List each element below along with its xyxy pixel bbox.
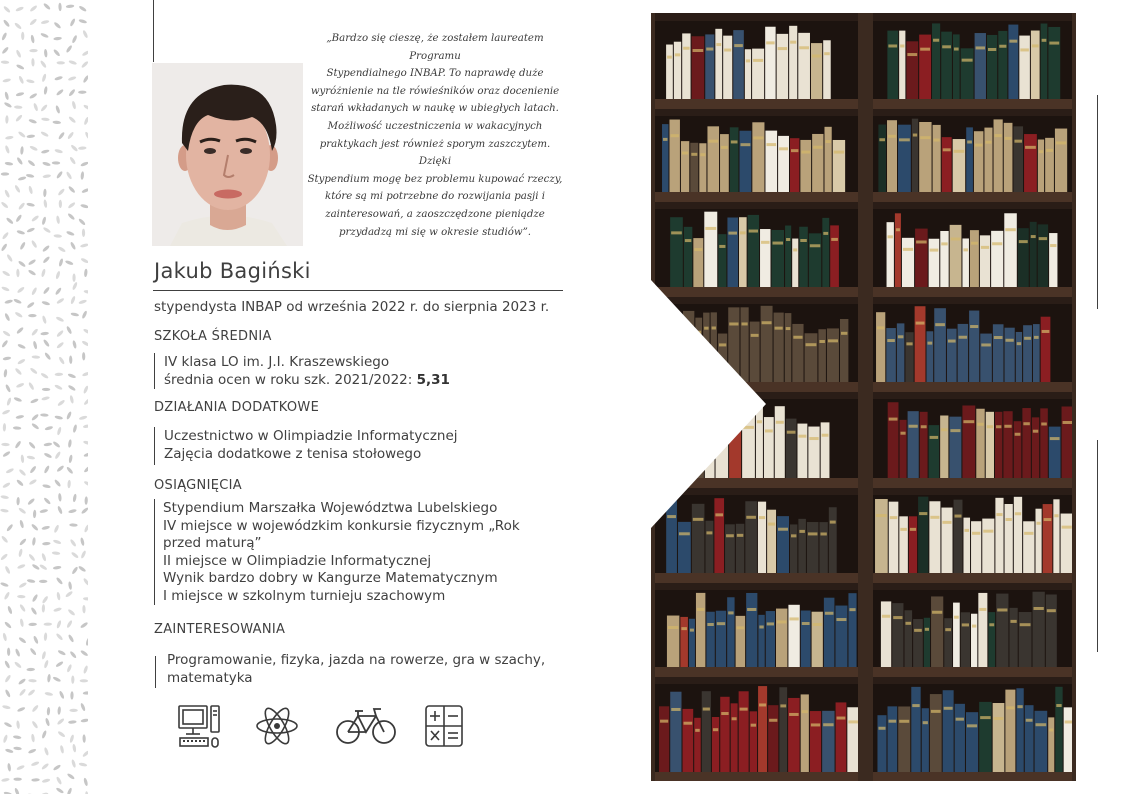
calculator-icon — [424, 704, 464, 748]
section-title-activities: DZIAŁANIA DODATKOWE — [154, 400, 320, 415]
quote-line: Możliwość uczestniczenia w wakacyjnych — [327, 120, 543, 132]
quote-line: „Bardzo się cieszę, że zostałem laureatem Programu — [326, 33, 544, 62]
list-item: II miejsce w Olimpiadzie Informatycznej — [163, 552, 432, 569]
quote-line: które są mi potrzebne do rozwijania pasji i — [325, 191, 545, 203]
school-details — [164, 354, 450, 389]
list-item: matematyka — [167, 669, 253, 686]
name-underline — [153, 290, 563, 291]
quote-line: Stypendialnego INBAP. To naprawdę duże — [326, 68, 544, 80]
arrow-notch-shape — [651, 280, 766, 528]
activities-list — [164, 428, 458, 463]
list-item: Wynik bardzo dobry w Kangurze Matematycznym — [163, 570, 498, 586]
top-accent-line — [153, 0, 154, 62]
section-bar — [154, 499, 155, 605]
atom-icon — [255, 704, 299, 748]
list-item: IV miejsce w wojewódzkim konkursie fizycznym „Rok — [163, 517, 520, 534]
list-item: Zajęcia dodatkowe z tenisa stołowego — [164, 445, 422, 462]
testimonial-quote — [304, 30, 566, 241]
section-bar — [154, 353, 155, 389]
scholarship-period: stypendysta INBAP od września 2022 r. do sierpnia 2023 r. — [154, 299, 550, 315]
interests-list — [167, 652, 545, 687]
quote-line: wyróżnienie na tle rówieśników oraz docenienie — [310, 85, 560, 97]
section-title-school: SZKOŁA ŚREDNIA — [154, 329, 272, 344]
grade-average-value: 5,31 — [416, 371, 450, 388]
computer-icon — [177, 704, 221, 748]
section-bar — [155, 656, 156, 688]
section-title-interests: ZAINTERESOWANIA — [154, 622, 286, 637]
list-item: Programowanie, fizyka, jazda na rowerze, gra w szachy, — [167, 652, 546, 668]
list-item: Stypendium Marszałka Województwa Lubelskiego — [163, 500, 498, 516]
right-accent-line — [1097, 440, 1098, 652]
right-accent-line — [1097, 95, 1098, 309]
person-name: Jakub Bagiński — [154, 259, 311, 283]
school-name: IV klasa LO im. J.I. Kraszewskiego — [164, 354, 390, 370]
grade-average: średnia ocen w roku szk. 2021/2022: 5,31 — [164, 371, 450, 388]
quote-line: zainteresowań, a zaoszczędzone pieniądze — [325, 208, 545, 220]
list-item: I miejsce w szkolnym turnieju szachowym — [163, 587, 446, 604]
achievements-list — [163, 500, 520, 605]
list-item: Uczestnictwo w Olimpiadzie Informatycznej — [164, 428, 458, 444]
list-item: przed maturą” — [163, 535, 262, 551]
decorative-leaf-pattern — [0, 0, 88, 794]
section-bar — [154, 427, 155, 465]
quote-line: Stypendium mogę bez problemu kupować rzeczy, — [307, 173, 563, 185]
quote-line: przydadzą mi się w okresie studiów”. — [338, 226, 532, 238]
section-title-achievements: OSIĄGNIĘCIA — [154, 478, 242, 493]
quote-line: starań wkładanych w naukę w ubiegłych latach. — [311, 103, 559, 115]
portrait-photo — [152, 63, 303, 246]
quote-line: praktykach jest również sporym zaszczytem. Dzięki — [319, 138, 551, 168]
interest-icons — [172, 704, 472, 752]
bicycle-icon — [336, 704, 396, 748]
